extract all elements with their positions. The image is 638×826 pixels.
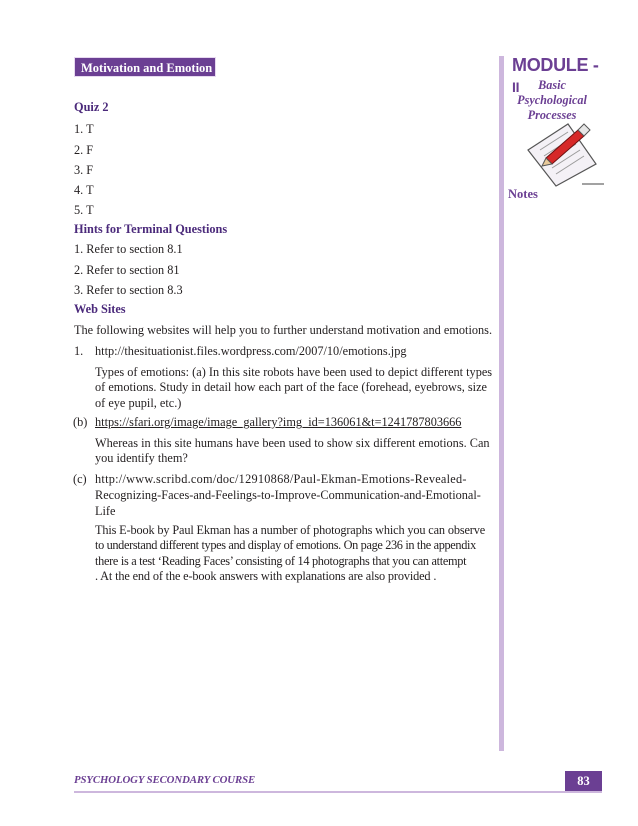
site-description	[95, 436, 495, 467]
description-line: . At the end of the e-book answers with explanations are also provided .	[95, 569, 437, 584]
hints-heading: Hints for Terminal Questions	[74, 222, 228, 236]
description-line: Whereas in this site humans have been used to show six different emotions. Can	[95, 436, 490, 450]
quiz-answer: 3. F	[74, 163, 94, 177]
quiz-answer: 2. F	[74, 143, 94, 157]
web-sites-intro: The following websites will help you to further understand motivation and emotions.	[74, 323, 493, 337]
footer-course-title: PSYCHOLOGY SECONDARY COURSE	[74, 774, 256, 786]
description-line: to understand different types and display of emotions. On page 236 in the appendix	[95, 538, 476, 553]
site-url-link[interactable]: http://thesituationist.files.wordpress.com/2007/10/emotions.jpg	[95, 344, 407, 358]
site-url-link[interactable]: Recognizing-Faces-and-Feelings-to-Improve-Communication-and-Emotional-	[95, 488, 481, 502]
web-sites-heading: Web Sites	[74, 302, 126, 316]
module-subtitle-line: Processes	[527, 108, 577, 122]
site-url-link[interactable]: http://www.scribd.com/doc/12910868/Paul-Ekman-Emotions-Revealed-	[95, 472, 467, 486]
description-line: you identify them?	[95, 451, 188, 466]
quiz-answer: 5. T	[74, 203, 94, 217]
site-marker: (b)	[73, 415, 88, 429]
chapter-title-tag: Motivation and Emotion	[74, 57, 216, 77]
page-number: 83	[565, 771, 602, 791]
description-line: This E-book by Paul Ekman has a number of photographs which you can observe	[95, 523, 486, 537]
site-url-link[interactable]: Life	[95, 504, 116, 518]
description-line: of emotions. Study in detail how each part of the face (forehead, eyebrows, size	[95, 380, 487, 395]
pencil-on-paper-icon	[520, 120, 604, 188]
site-marker: 1.	[74, 344, 84, 358]
hint-item: 2. Refer to section 81	[74, 263, 180, 277]
quiz-answer: 4. T	[74, 183, 94, 197]
module-subtitle-line: Psychological	[517, 93, 587, 107]
module-title-main: MODULE -	[512, 55, 599, 75]
description-line: there is a test ‘Reading Faces’ consisting of 14 photographs that you can attempt	[95, 553, 467, 568]
hint-item: 3. Refer to section 8.3	[74, 283, 183, 297]
module-subtitle-line: Basic	[538, 78, 566, 92]
hint-item: 1. Refer to section 8.1	[74, 242, 183, 256]
module-title-number: II	[512, 79, 520, 95]
site-marker: (c)	[73, 472, 87, 486]
site-description	[95, 365, 495, 411]
notes-label: Notes	[508, 187, 538, 201]
description-line: of eye pupil, etc.)	[95, 395, 182, 410]
sidebar-divider	[499, 56, 504, 751]
quiz-answer: 1. T	[74, 122, 94, 136]
footer-divider	[74, 791, 602, 793]
site-description	[95, 523, 495, 585]
description-line: Types of emotions: (a) In this site robots have been used to depict different types	[95, 365, 493, 379]
module-subtitle	[510, 78, 594, 123]
quiz-heading: Quiz 2	[74, 100, 109, 114]
site-url-link[interactable]: https://sfari.org/image/image_gallery?img_id=136061&t=1241787803666	[95, 415, 462, 429]
